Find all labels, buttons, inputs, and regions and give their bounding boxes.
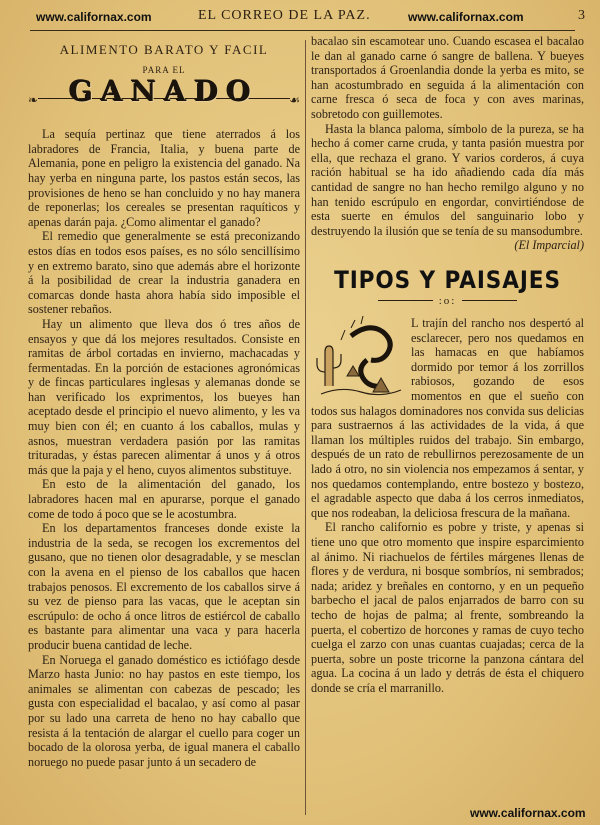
right-column: [311, 34, 584, 696]
article-title: ALIMENTO BARATO Y FACIL: [59, 42, 269, 57]
section-title: TIPOS Y PAISAJES: [334, 265, 561, 294]
paragraph: Hasta la blanca paloma, símbolo de la pureza, se ha hecho á comer carne cruda, y tanta pasión muestra por ella, que rechaza el grano. Y varios corderos, á cuya ración habitual se ha ido añadiendo cada día más cantidad de sangre no han hecho remilgo alguno y no han tenido escrúpulo en engordar, convirtiéndose de esta suerte en émulos del sanguinario lobo y destruyendo la ilusión que se tenía de su mansodumbre.: [311, 121, 584, 238]
flourish-right-icon: ☙: [289, 93, 300, 108]
header-url-right: www.californax.com: [408, 10, 524, 24]
article2-body: [311, 520, 584, 695]
section-separator: [311, 294, 584, 309]
paragraph: Hay un alimento que lleva dos ó tres años de ensayos y que dá los mejores resultados. Consiste en ramitas de árbol cortadas en invierno, machacadas y fermentadas. En la porción de estaciones agronómicas y de fincas particulares inglesas y alemanas donde se han verificado los exprimentos, los bueyes han aceptado desde el principio el nuevo alimento, y les va muy bien con él; en cuanto á los caballos, mulas y asnos, muestran verdadera pasión por las ramitas trituradas, y éstas parecen alimentar á unos y á otros más que la paja y el heno, cuyos alimentos substituye.: [28, 316, 300, 477]
header-url-left: www.californax.com: [36, 10, 152, 24]
banner-word: GANADO: [69, 75, 259, 109]
paragraph: En los departamentos franceses donde existe la industria de la seda, se recogen los excrementos del gusano, que no tienen olor desagradable, y se mesclan con la avena en el pienso de los caballos que hacen trabajos penosos. El excremento de los caballos sirve á su vez de pienso para las vacas, que le aceptan sin escrúpulo: de ocho á once litros de estiércol de caballo es bastante para alimentar una vaca y para hacerla producir buena cantidad de leche.: [28, 521, 300, 652]
article-subtitle: PARA EL: [142, 64, 186, 75]
paragraph-continued: bacalao sin escamotear uno. Cuando escasea el bacalao le dan al ganado carne ó sangre de ballena. Y bueyes transportados á Groenlandia donde la yerba es mito, se han acostumbrado en seguida á la alimentación con carne fresca ó seca de foca y con aves marinas, sobretodo con guillemotes.: [311, 34, 584, 121]
page-header: [0, 8, 600, 28]
ganado-banner: [28, 75, 300, 115]
paragraph: En esto de la alimentación del ganado, los labradores hacen mal en apurarse, porque el ganado come de todo á poco que se le acostumbra.: [28, 477, 300, 521]
paragraph: El rancho californio es pobre y triste, y apenas si tiene uno que otro momento que inspire esparcimiento al ánimo. Ni riachuelos de fértiles márgenes llenas de flores y de verdura, ni bosque sombríos, ni sembrados; nada; aridez y breñales en contorno, y en un pequeño barbecho el jacal de palos enjarrados de barro con su techo de hojas de palma; al frente, sombreando la puerta, el cobertizo de horcones y ramas de cuyo techo cuelga el zarzo con unas cuantas cuajadas; cerca de la puerta, sobre un poste tricorne la panzona cántara del agua. La cocina á un lado y detrás de ésta el chiquero donde se cría el marranillo.: [311, 520, 584, 695]
page-number: 3: [578, 8, 585, 23]
footer-url: www.californax.com: [470, 806, 586, 820]
flourish-left-icon: ❧: [28, 93, 39, 108]
header-rule: [30, 30, 575, 31]
left-column: [28, 34, 300, 769]
separator-mark: :o:: [438, 294, 457, 307]
paragraph: El remedio que generalmente se está preconizando estos días en todos esos países, es no sólo sencillísimo y en extremo barato, sino que además abre el horizonte á la posibilidad de crear la industria ganadera en comarcas donde hasta ahora había sido imposible el sostener rebaños.: [28, 229, 300, 317]
article-credit: (El Imparcial): [514, 238, 584, 253]
paragraph: En Noruega el ganado doméstico es ictiófago desde Marzo hasta Junio: no hay pastos en este tiempo, los animales se alimentan con cabezas de pescado; les gusta con especialidad el bacalao, y así como al pasar por su lado una carreta de heno no hay caballo que resista á la tentación de alargar el cuello para coger un bocado de la olorosa yerba, de igual manera el caballo noruego no puede pasar junto á un secadero de: [28, 652, 300, 769]
cactus-dropcap-illustration-icon: [311, 316, 405, 402]
dropcap-paragraph: L trajín del rancho nos despertó al esclarecer, pero nos quedamos en las hamacas en que habíamos dormido por temor á los zorrillos rabiosos, gozando de esos momentos en que el sueño con todos sus halagos dominadores nos convida sus delicias para sustraernos á las actividades de la vida, á que llaman los múltiples ruidos del trabajo. Sin embargo, después de un rato de rebullirnos perezosamente de un lado á otro, no sin violencia nos empezamos á sentar, y nos quedamos contemplando, entre bostezo y bostezo, el agradable aspecto que daba á los cerros inmediatos, que nos rodeaban, la deliciosa frescura de la mañana.: [311, 316, 584, 520]
paragraph: La sequía pertinaz que tiene aterrados á los labradores de Francia, Italia, y buena parte de Alemania, pone en peligro la existencia del ganado. Na hay yerba en ninguna parte, los pastos están secos, las provisiones de heno se han concluido y no hay manera de reponerlas; los cereales se presentan raquíticos y apenas darán paja. ¿Como alimentar el ganado?: [28, 127, 300, 229]
column-divider: [305, 40, 306, 815]
newspaper-title: EL CORREO DE LA PAZ.: [198, 8, 371, 23]
dropcap-block: [311, 316, 584, 520]
